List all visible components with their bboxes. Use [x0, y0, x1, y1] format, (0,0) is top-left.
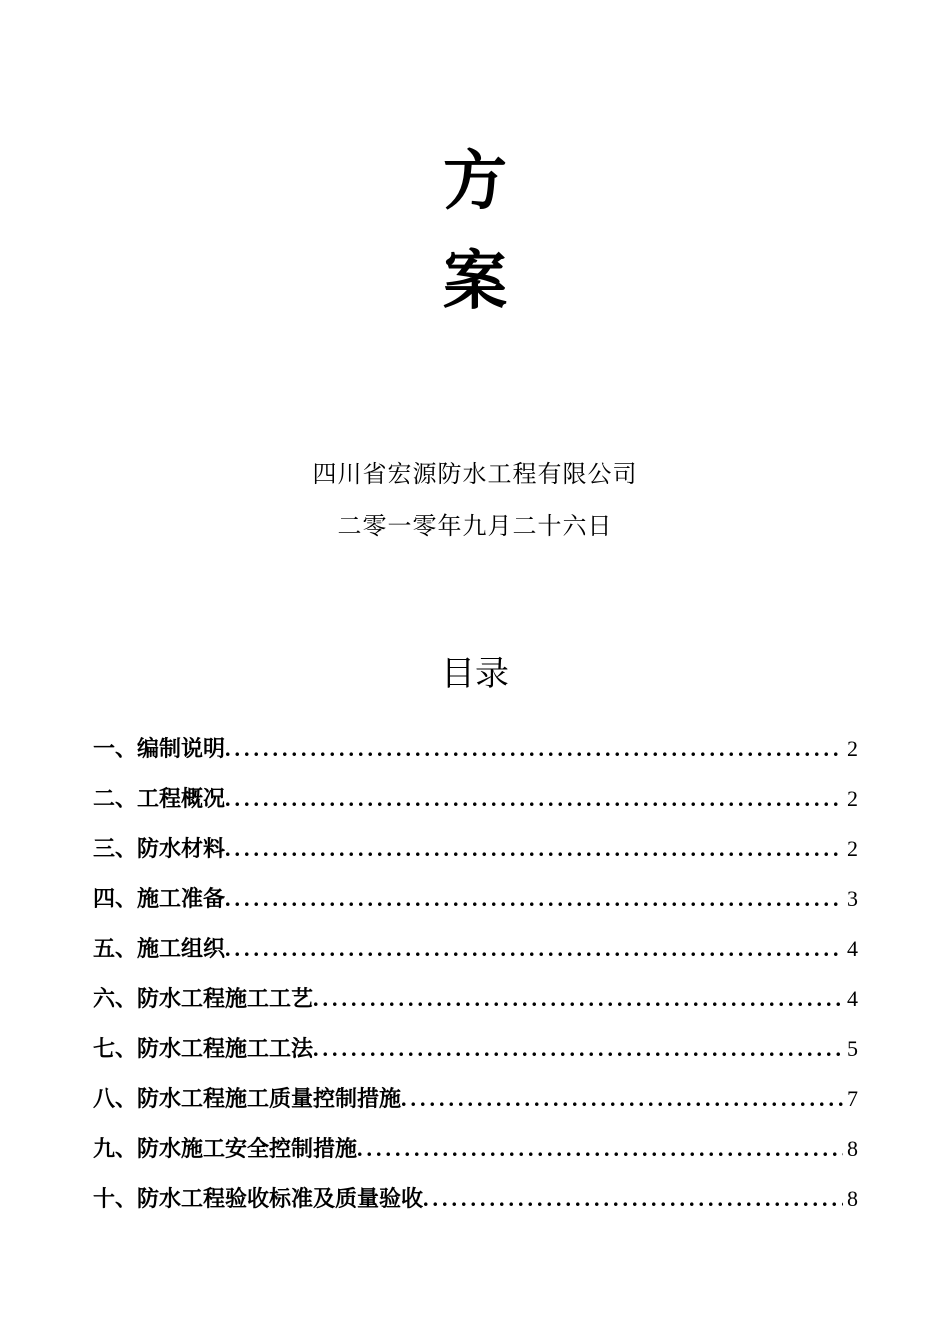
toc-dot-leader [423, 1183, 843, 1215]
toc-item-label: 九、防水施工安全控制措施 [93, 1136, 358, 1162]
toc-dot-leader [225, 883, 843, 915]
toc-item-page: 8 [847, 1136, 858, 1161]
toc-dot-leader [357, 1133, 843, 1165]
toc-heading: 目录 [441, 654, 509, 694]
toc-item-page: 2 [847, 786, 858, 811]
toc-dot-leader [225, 733, 843, 765]
toc-dot-leader [313, 1033, 843, 1065]
toc-item[interactable] [93, 1033, 858, 1083]
toc-dot-leader [401, 1083, 843, 1115]
toc-item[interactable] [93, 1183, 858, 1233]
toc-item[interactable] [93, 1083, 858, 1133]
toc-item[interactable] [93, 933, 858, 983]
toc-item[interactable] [93, 733, 858, 783]
toc-item-label: 四、施工准备 [93, 886, 226, 912]
toc-dot-leader [313, 983, 843, 1015]
toc-item-label: 十、防水工程验收标准及质量验收 [93, 1186, 424, 1212]
toc-item-label: 五、施工组织 [93, 936, 226, 962]
toc-item-page: 7 [847, 1086, 858, 1111]
toc-item[interactable] [93, 883, 858, 933]
toc-item-label: 二、工程概况 [93, 786, 226, 812]
toc-item-page: 4 [847, 986, 858, 1011]
table-of-contents [93, 733, 858, 1233]
toc-item-page: 4 [847, 936, 858, 961]
toc-item-page: 5 [847, 1036, 858, 1061]
toc-item-label: 七、防水工程施工工法 [93, 1036, 314, 1062]
title-char-fang: 方 [443, 144, 507, 219]
toc-item-page: 3 [847, 886, 858, 911]
toc-item[interactable] [93, 1133, 858, 1183]
toc-item-label: 八、防水工程施工质量控制措施 [93, 1086, 402, 1112]
toc-dot-leader [225, 783, 843, 815]
toc-dot-leader [225, 833, 843, 865]
toc-item-label: 一、编制说明 [93, 736, 226, 762]
title-char-an: 案 [443, 244, 507, 319]
company-name: 四川省宏源防水工程有限公司 [312, 460, 638, 488]
toc-item[interactable] [93, 833, 858, 883]
toc-item-label: 六、防水工程施工工艺 [93, 986, 314, 1012]
document-date: 二零一零年九月二十六日 [337, 512, 613, 540]
toc-item-page: 2 [847, 836, 858, 861]
toc-item[interactable] [93, 983, 858, 1033]
toc-item[interactable] [93, 783, 858, 833]
toc-item-page: 2 [847, 736, 858, 761]
toc-item-page: 8 [847, 1186, 858, 1211]
toc-item-label: 三、防水材料 [93, 836, 226, 862]
toc-dot-leader [225, 933, 843, 965]
